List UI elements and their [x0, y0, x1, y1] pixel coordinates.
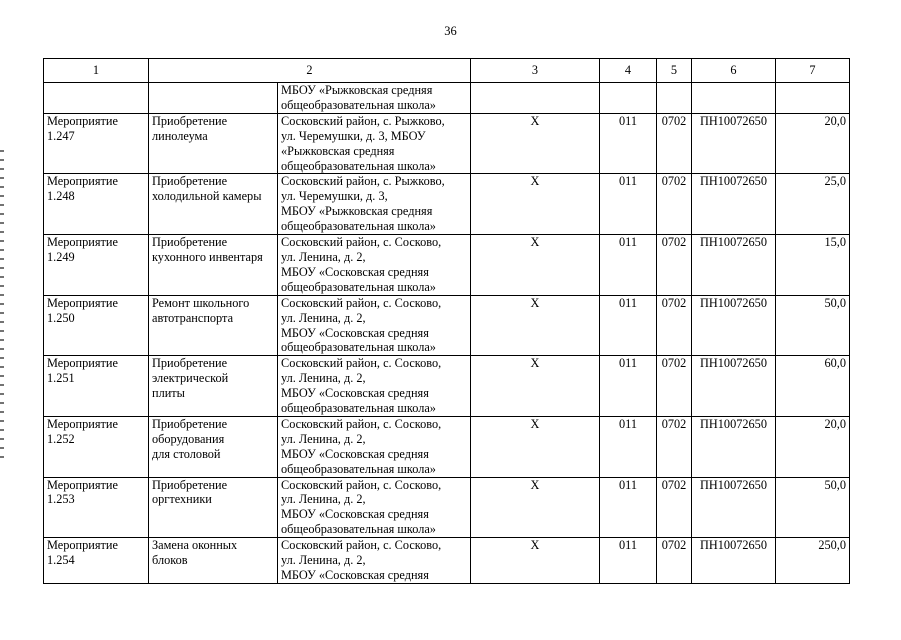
code-cell: 011: [600, 477, 657, 538]
mark-cell: Х: [471, 235, 600, 296]
cont-cell-7: [692, 83, 776, 114]
address-cell-line: Сосковский район, с. Сосково,: [281, 295, 442, 310]
measure-cell: [44, 477, 149, 538]
cont-cell-5: [600, 83, 657, 114]
measure-cell: [44, 356, 149, 417]
mark-cell: Х: [471, 416, 600, 477]
measure-cell-line: 1.250: [47, 310, 75, 325]
table-row: [44, 235, 850, 296]
description-cell-line: линолеума: [152, 128, 208, 143]
description-cell-line: Приобретение: [152, 235, 228, 250]
description-cell-line: Приобретение: [152, 174, 228, 189]
description-cell-line: оргтехники: [152, 492, 212, 507]
address-cell-line: ул. Ленина, д. 2,: [281, 431, 366, 446]
budget-table: [43, 58, 850, 584]
measure-cell-line: 1.253: [47, 492, 75, 507]
table-row: [44, 295, 850, 356]
address-cell-line: ул. Ленина, д. 2,: [281, 310, 366, 325]
measure-cell-line: Мероприятие: [47, 113, 118, 128]
description-cell-line: Замена оконных: [152, 538, 238, 553]
measure-cell-line: 1.252: [47, 431, 75, 446]
mark-cell: Х: [471, 113, 600, 174]
section-cell: 0702: [657, 295, 692, 356]
address-cell-line: ул. Ленина, д. 2,: [281, 371, 366, 386]
section-cell: 0702: [657, 477, 692, 538]
amount-cell: 50,0: [776, 477, 850, 538]
scan-margin-marks: [0, 150, 4, 460]
table-row: [44, 113, 850, 174]
description-cell-line: для столовой: [152, 446, 221, 461]
address-cell-line: Сосковский район, с. Сосково,: [281, 235, 442, 250]
address-cell-line: общеобразовательная школа»: [281, 340, 436, 355]
amount-cell: 50,0: [776, 295, 850, 356]
address-cell-line: МБОУ «Сосковская средняя: [281, 325, 429, 340]
code-cell: 011: [600, 538, 657, 584]
address-cell-line: МБОУ «Сосковская средняя: [281, 446, 429, 461]
header-row: [44, 59, 850, 83]
address-cell-line: ул. Черемушки, д. 3,: [281, 189, 388, 204]
address-cell: [278, 416, 471, 477]
amount-cell: 60,0: [776, 356, 850, 417]
address-cell: [278, 295, 471, 356]
description-cell-line: оборудования: [152, 431, 225, 446]
code-cell: 011: [600, 295, 657, 356]
target-code-cell: ПН10072650: [692, 538, 776, 584]
address-cell: [278, 356, 471, 417]
address-cell-line: МБОУ «Сосковская средняя: [281, 507, 429, 522]
table-row: [44, 174, 850, 235]
address-cell: [278, 113, 471, 174]
measure-cell-line: 1.247: [47, 128, 75, 143]
address-cell-line: общеобразовательная школа»: [281, 219, 436, 234]
amount-cell: 20,0: [776, 113, 850, 174]
measure-cell-line: Мероприятие: [47, 174, 118, 189]
description-cell-line: Приобретение: [152, 477, 228, 492]
target-code-cell: ПН10072650: [692, 174, 776, 235]
address-cell-line: Сосковский район, с. Сосково,: [281, 356, 442, 371]
address-cell-line: Сосковский район, с. Сосково,: [281, 538, 442, 553]
address-cell-line: «Рыжковская средняя: [281, 143, 395, 158]
description-cell: [149, 295, 278, 356]
section-cell: 0702: [657, 113, 692, 174]
header-col-4: 4: [600, 59, 657, 83]
mark-cell: Х: [471, 356, 600, 417]
description-cell: [149, 113, 278, 174]
measure-cell-line: 1.251: [47, 371, 75, 386]
measure-cell-line: Мероприятие: [47, 295, 118, 310]
measure-cell-line: Мероприятие: [47, 416, 118, 431]
header-col-5: 5: [657, 59, 692, 83]
address-cell-line: МБОУ «Сосковская средняя: [281, 386, 429, 401]
code-cell: 011: [600, 356, 657, 417]
address-cell-line: Сосковский район, с. Сосково,: [281, 416, 442, 431]
description-cell-line: кухонного инвентаря: [152, 249, 263, 264]
address-cell: [278, 477, 471, 538]
address-cell-line: Сосковский район, с. Сосково,: [281, 477, 442, 492]
measure-cell-line: 1.249: [47, 249, 75, 264]
cont-cell-4: [471, 83, 600, 114]
description-cell: [149, 538, 278, 584]
address-cell-line: Сосковский район, с. Рыжково,: [281, 174, 445, 189]
page-number: 36: [444, 24, 457, 38]
amount-cell: 15,0: [776, 235, 850, 296]
cont-cell-6: [657, 83, 692, 114]
section-cell: 0702: [657, 235, 692, 296]
description-cell-line: холодильной камеры: [152, 189, 262, 204]
amount-cell: 20,0: [776, 416, 850, 477]
target-code-cell: ПН10072650: [692, 235, 776, 296]
description-cell-line: Приобретение: [152, 356, 228, 371]
address-cell-line: ул. Ленина, д. 2,: [281, 492, 366, 507]
measure-cell: [44, 235, 149, 296]
cont-cell-2: [149, 83, 278, 114]
section-cell: 0702: [657, 416, 692, 477]
description-cell-line: электрической: [152, 371, 229, 386]
description-cell: [149, 356, 278, 417]
address-cell-line: общеобразовательная школа»: [281, 461, 436, 476]
table-row: [44, 538, 850, 584]
measure-cell-line: 1.254: [47, 553, 75, 568]
address-cell-line: общеобразовательная школа»: [281, 401, 436, 416]
header-col-2: 2: [149, 59, 471, 83]
description-cell-line: блоков: [152, 553, 188, 568]
code-cell: 011: [600, 235, 657, 296]
cont-cell-8: [776, 83, 850, 114]
address-cell: [278, 174, 471, 235]
address-cell-line: МБОУ «Сосковская средняя: [281, 568, 429, 582]
description-cell-line: автотранспорта: [152, 310, 234, 325]
code-cell: 011: [600, 174, 657, 235]
address-cell: [278, 235, 471, 296]
amount-cell: 25,0: [776, 174, 850, 235]
header-col-1: 1: [44, 59, 149, 83]
description-cell: [149, 477, 278, 538]
mark-cell: Х: [471, 477, 600, 538]
measure-cell: [44, 113, 149, 174]
measure-cell: [44, 538, 149, 584]
address-cell-line: общеобразовательная школа»: [281, 522, 436, 537]
description-cell: [149, 235, 278, 296]
table-row: [44, 416, 850, 477]
description-cell-line: плиты: [152, 386, 185, 401]
table-row: [44, 356, 850, 417]
address-cell-line: общеобразовательная школа»: [281, 158, 436, 173]
description-cell-line: Приобретение: [152, 113, 228, 128]
header-col-7: 7: [776, 59, 850, 83]
description-cell-line: Ремонт школьного: [152, 295, 250, 310]
measure-cell: [44, 416, 149, 477]
cont-address-line: МБОУ «Рыжковская средняя: [281, 83, 433, 97]
mark-cell: Х: [471, 295, 600, 356]
measure-cell-line: Мероприятие: [47, 356, 118, 371]
mark-cell: Х: [471, 538, 600, 584]
cont-cell-address: [278, 83, 471, 114]
header-col-6: 6: [692, 59, 776, 83]
mark-cell: Х: [471, 174, 600, 235]
target-code-cell: ПН10072650: [692, 113, 776, 174]
cont-address-line: общеобразовательная школа»: [281, 97, 436, 112]
measure-cell-line: Мероприятие: [47, 235, 118, 250]
address-cell-line: МБОУ «Сосковская средняя: [281, 264, 429, 279]
target-code-cell: ПН10072650: [692, 295, 776, 356]
target-code-cell: ПН10072650: [692, 416, 776, 477]
amount-cell: 250,0: [776, 538, 850, 584]
address-cell: [278, 538, 471, 584]
address-cell-line: МБОУ «Рыжковская средняя: [281, 204, 433, 219]
code-cell: 011: [600, 416, 657, 477]
table-row: [44, 477, 850, 538]
description-cell: [149, 416, 278, 477]
target-code-cell: ПН10072650: [692, 477, 776, 538]
measure-cell-line: Мероприятие: [47, 538, 118, 553]
description-cell-line: Приобретение: [152, 416, 228, 431]
section-cell: 0702: [657, 356, 692, 417]
measure-cell-line: Мероприятие: [47, 477, 118, 492]
section-cell: 0702: [657, 174, 692, 235]
measure-cell: [44, 174, 149, 235]
address-cell-line: Сосковский район, с. Рыжково,: [281, 113, 445, 128]
address-cell-line: общеобразовательная школа»: [281, 279, 436, 294]
cont-cell-1: [44, 83, 149, 114]
code-cell: 011: [600, 113, 657, 174]
measure-cell: [44, 295, 149, 356]
address-cell-line: ул. Ленина, д. 2,: [281, 553, 366, 568]
description-cell: [149, 174, 278, 235]
address-cell-line: ул. Черемушки, д. 3, МБОУ: [281, 128, 426, 143]
header-col-3: 3: [471, 59, 600, 83]
target-code-cell: ПН10072650: [692, 356, 776, 417]
continuation-row: [44, 83, 850, 114]
measure-cell-line: 1.248: [47, 189, 75, 204]
address-cell-line: ул. Ленина, д. 2,: [281, 249, 366, 264]
section-cell: 0702: [657, 538, 692, 584]
